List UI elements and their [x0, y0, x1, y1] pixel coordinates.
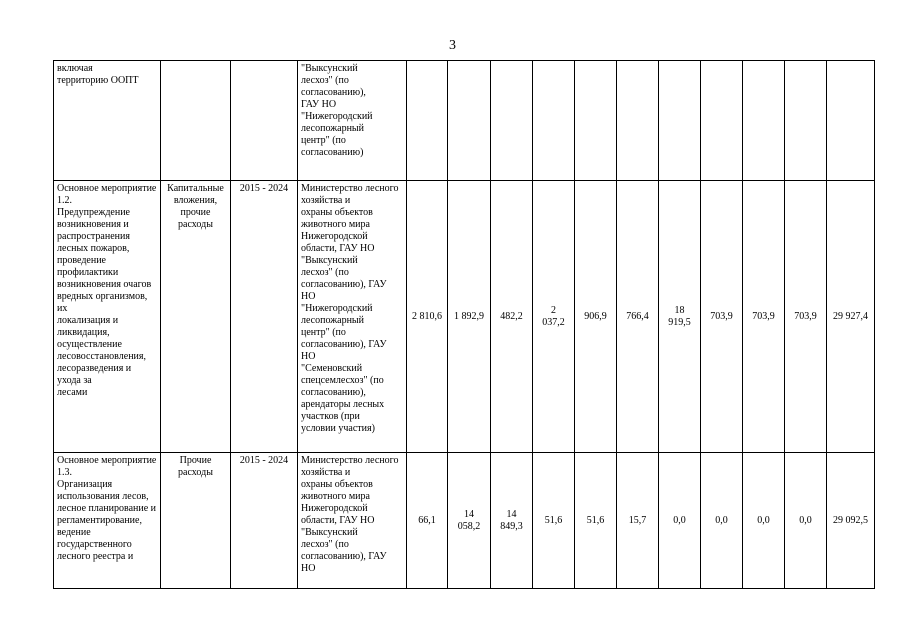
- value-cell: [533, 61, 575, 181]
- table-row: [54, 181, 875, 453]
- value-cell: 29 927,4: [827, 181, 875, 453]
- expense-type-cell: Прочие расходы: [161, 453, 231, 589]
- value-cell: 51,6: [533, 453, 575, 589]
- value-cell: 66,1: [407, 453, 448, 589]
- value-cell: 0,0: [743, 453, 785, 589]
- table-row: [54, 61, 875, 181]
- executor-cell: "Выксунский лесхоз" (по согласованию), ГАУ НО "Нижегородский лесопожарный центр" (по согласованию): [298, 61, 407, 181]
- executor-cell: Министерство лесного хозяйства и охраны объектов животного мира Нижегородской области, ГАУ НО "Выксунский лесхоз" (по согласованию), ГАУ НО "Нижегородский лесопожарный центр" (по согласованию), ГАУ НО "Семеновский спецсемлесхоз" (по согласованию), арендаторы лесных участков (при условии участия): [298, 181, 407, 453]
- value-cell: [827, 61, 875, 181]
- page-number: 3: [449, 38, 456, 53]
- period-cell: [231, 61, 298, 181]
- value-cell: [659, 61, 701, 181]
- value-cell: [448, 61, 491, 181]
- value-cell: 0,0: [785, 453, 827, 589]
- table-row: [54, 453, 875, 589]
- value-cell: 703,9: [785, 181, 827, 453]
- activity-name-cell: Основное мероприятие 1.2. Предупреждение возникновения и распространения лесных пожаров, проведение профилактики возникновения очагов вредных организмов, их локализация и ликвидация, осуществление лесовосстановления, лесоразведения и ухода за лесами: [54, 181, 161, 453]
- value-cell: 2 037,2: [533, 181, 575, 453]
- value-cell: 766,4: [617, 181, 659, 453]
- value-cell: 0,0: [659, 453, 701, 589]
- value-cell: 703,9: [743, 181, 785, 453]
- value-cell: [575, 61, 617, 181]
- value-cell: 14 849,3: [491, 453, 533, 589]
- value-cell: 906,9: [575, 181, 617, 453]
- value-cell: [701, 61, 743, 181]
- value-cell: [491, 61, 533, 181]
- value-cell: 1 892,9: [448, 181, 491, 453]
- value-cell: 51,6: [575, 453, 617, 589]
- activity-name-cell: Основное мероприятие 1.3. Организация использования лесов, лесное планирование и регламентирование, ведение государственного лесного реестра и: [54, 453, 161, 589]
- program-table: [53, 60, 875, 589]
- period-cell: 2015 - 2024: [231, 181, 298, 453]
- value-cell: [407, 61, 448, 181]
- value-cell: 482,2: [491, 181, 533, 453]
- value-cell: 18 919,5: [659, 181, 701, 453]
- value-cell: [785, 61, 827, 181]
- period-cell: 2015 - 2024: [231, 453, 298, 589]
- value-cell: [743, 61, 785, 181]
- value-cell: 29 092,5: [827, 453, 875, 589]
- expense-type-cell: Капитальные вложения, прочие расходы: [161, 181, 231, 453]
- value-cell: [617, 61, 659, 181]
- value-cell: 2 810,6: [407, 181, 448, 453]
- value-cell: 703,9: [701, 181, 743, 453]
- value-cell: 14 058,2: [448, 453, 491, 589]
- value-cell: 0,0: [701, 453, 743, 589]
- executor-cell: Министерство лесного хозяйства и охраны объектов животного мира Нижегородской области, ГАУ НО "Выксунский лесхоз" (по согласованию), ГАУ НО: [298, 453, 407, 589]
- value-cell: 15,7: [617, 453, 659, 589]
- expense-type-cell: [161, 61, 231, 181]
- table-body: [54, 61, 875, 589]
- activity-name-cell: включая территорию ООПТ: [54, 61, 161, 181]
